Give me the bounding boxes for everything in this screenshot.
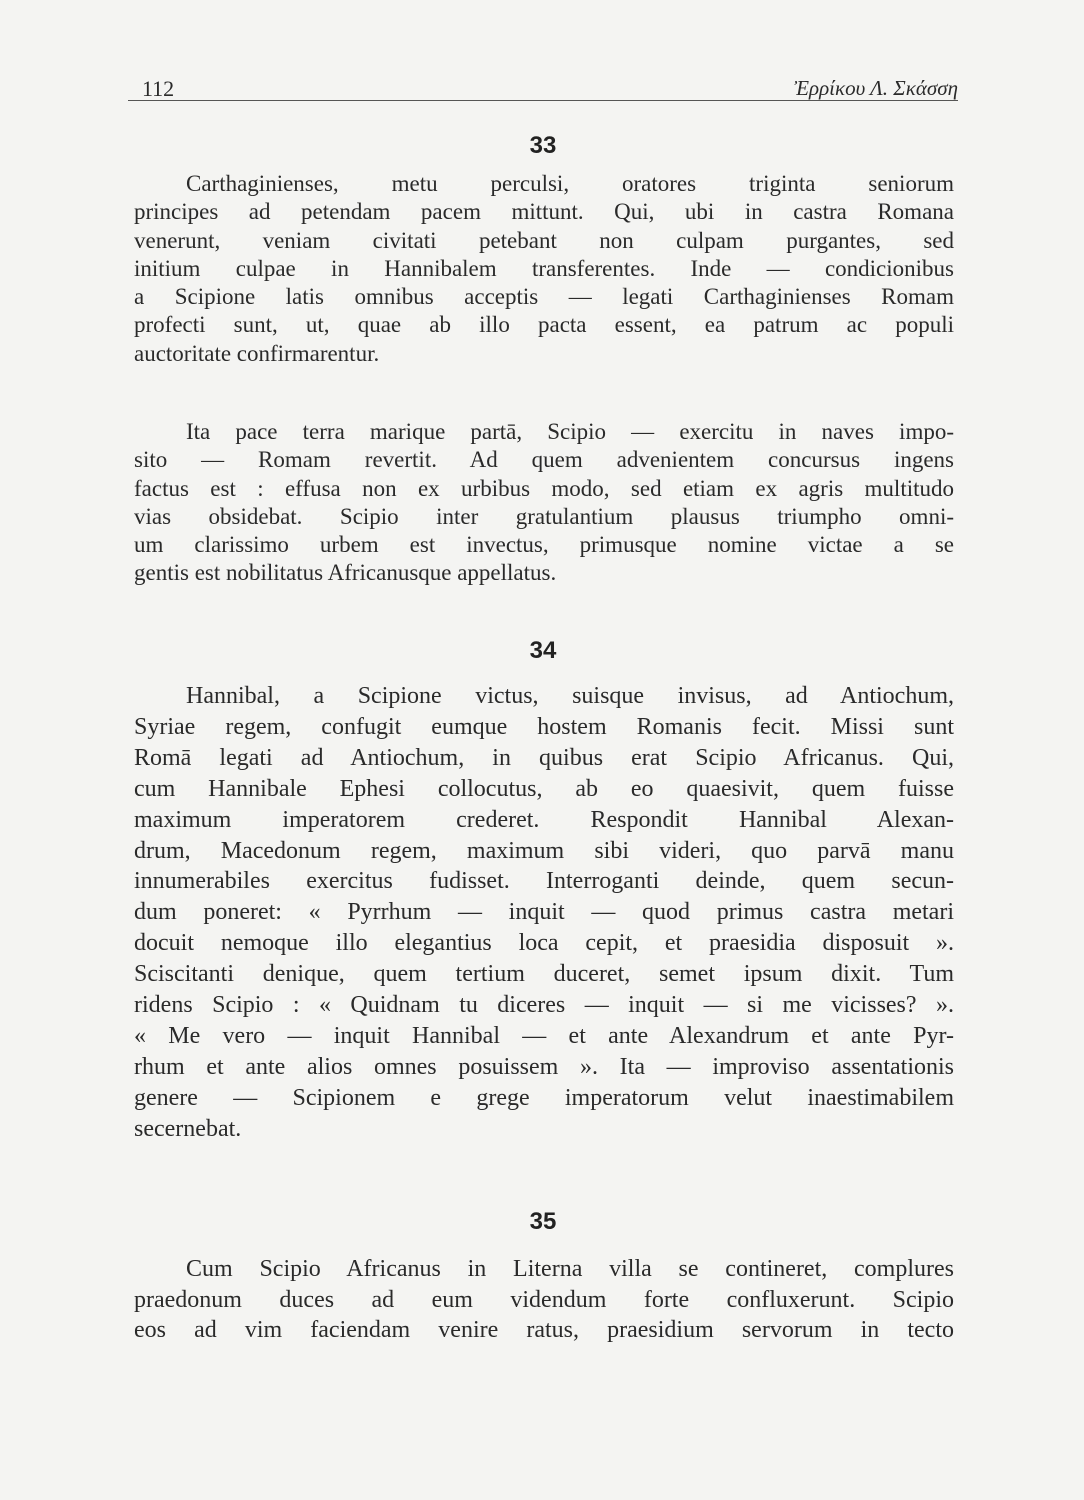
text-line: Carthaginienses, metu perculsi, oratores triginta seniorum [186, 171, 954, 196]
text-line: Sciscitanti denique, quem tertium duceret, semet ipsum dixit. Tum [134, 961, 954, 988]
text-line: initium culpae in Hannibalem transferentes. Inde — condicionibus [134, 255, 954, 281]
paragraph-34-1 [134, 681, 954, 1145]
section-heading-33: 33 [529, 132, 557, 159]
text-line: eos ad vim faciendam venire ratus, praesidium servorum in tecto [134, 1317, 954, 1343]
text-line: ridens Scipio : « Quidnam tu diceres — inquit — si me vicisses? ». [134, 992, 954, 1019]
text-line: gentis est nobilitatus Africanusque appellatus. [134, 560, 557, 586]
text-line: cum Hannibale Ephesi collocutus, ab eo quaesivit, quem fuisse [134, 775, 954, 802]
text-line: genere — Scipionem e grege imperatorum velut inaestimabilem [134, 1084, 954, 1111]
section-heading-35: 35 [529, 1208, 557, 1235]
page-number: 112 [142, 76, 175, 101]
text-line: innumerabiles exercitus fudisset. Interroganti deinde, quem secun- [134, 868, 954, 895]
text-line: um clarissimo urbem est invectus, primusque nomine victae a se [134, 532, 954, 558]
paragraph-33-1 [134, 170, 954, 368]
text-line: Hannibal, a Scipione victus, suisque invisus, ad Antiochum, [186, 683, 954, 709]
section-heading-34: 34 [529, 637, 557, 664]
page-header [128, 66, 958, 101]
text-line: Cum Scipio Africanus in Literna villa se contineret, complures [186, 1256, 954, 1282]
text-line: drum, Macedonum regem, maximum sibi videri, quo parvā manu [134, 837, 954, 864]
text-line: a Scipione latis omnibus acceptis — legati Carthaginienses Romam [134, 284, 954, 310]
text-line: « Me vero — inquit Hannibal — et ante Alexandrum et ante Pyr- [134, 1022, 954, 1049]
text-line: Romā legati ad Antiochum, in quibus erat Scipio Africanus. Qui, [134, 744, 954, 771]
text-line: profecti sunt, ut, quae ab illo pacta essent, ea patrum ac populi [134, 312, 954, 338]
text-line: Ita pace terra marique partā, Scipio — exercitu in naves impo- [186, 419, 954, 444]
paragraph-35-1 [134, 1254, 954, 1346]
text-line: Syriae regem, confugit eumque hostem Romanis fecit. Missi sunt [134, 713, 954, 740]
text-line: vias obsidebat. Scipio inter gratulantium plausus triumpho omni- [134, 503, 954, 529]
text-line: rhum et ante alios omnes posuissem ». Ita — improviso assentationis [134, 1053, 954, 1080]
text-line: dum poneret: « Pyrrhum — inquit — quod primus castra metari [134, 899, 954, 926]
text-line: maximum imperatorem crederet. Respondit Hannibal Alexan- [134, 806, 954, 833]
text-line: sito — Romam revertit. Ad quem advenientem concursus ingens [134, 447, 954, 473]
text-line: praedonum duces ad eum videndum forte confluxerunt. Scipio [134, 1286, 954, 1313]
text-line: venerunt, veniam civitati petebant non culpam purgantes, sed [134, 227, 954, 253]
paragraph-33-2 [134, 418, 954, 588]
running-head: Ἐρρίκου Λ. Σκάσση [794, 76, 958, 100]
text-line: principes ad petendam pacem mittunt. Qui, ubi in castra Romana [134, 199, 954, 225]
text-line: docuit nemoque illo elegantius loca cepit, et praesidia disposuit ». [134, 930, 954, 957]
text-line: secernebat. [134, 1115, 242, 1142]
text-line: factus est : effusa non ex urbibus modo, sed etiam ex agris multitudo [134, 475, 954, 501]
text-line: auctoritate confirmarentur. [134, 340, 380, 366]
